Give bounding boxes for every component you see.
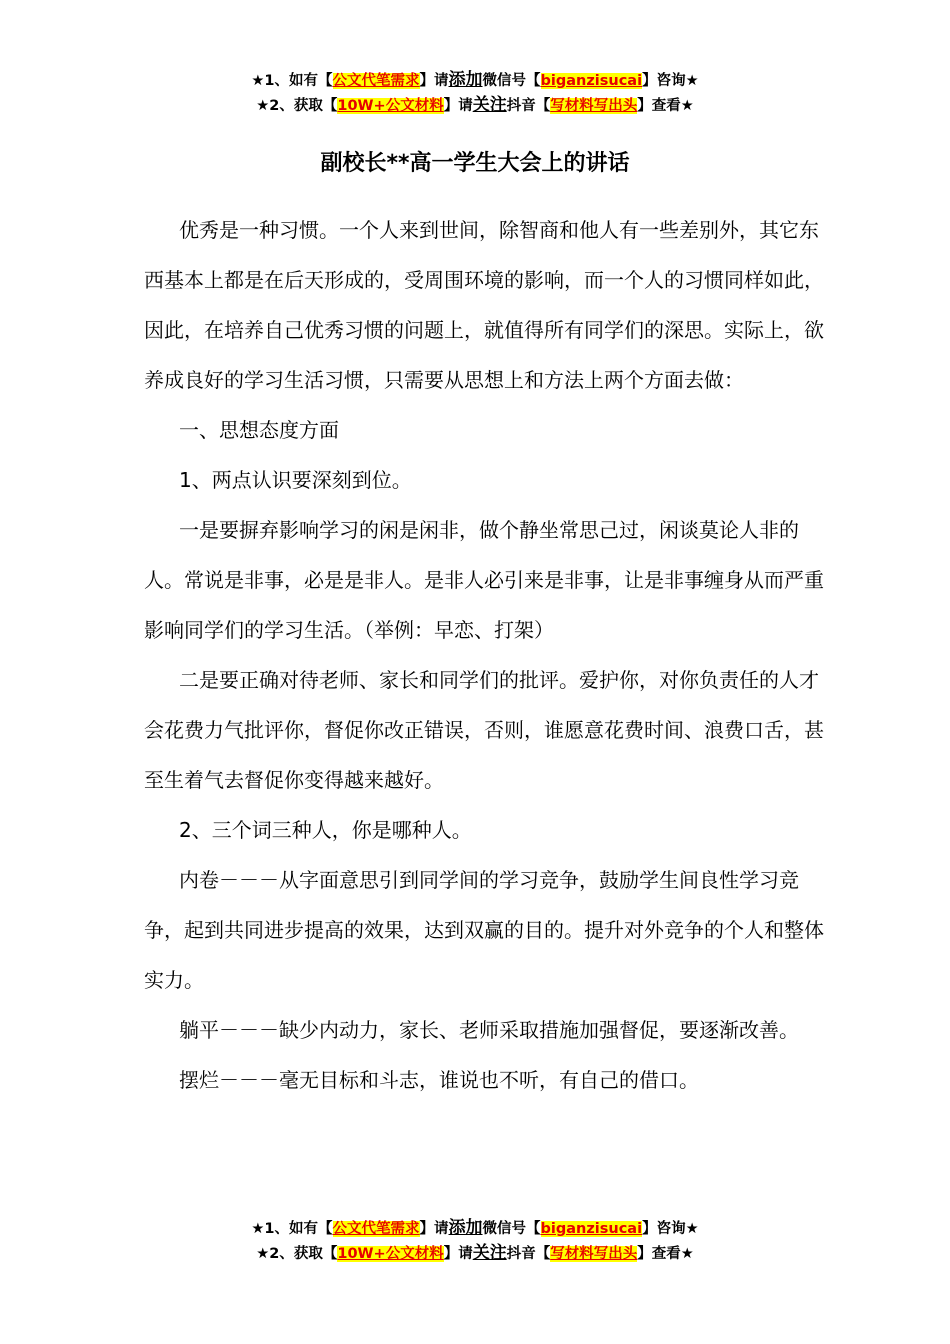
banner-highlight: 写材料写出头 [550, 98, 638, 114]
banner-highlight: 写材料写出头 [550, 1246, 638, 1262]
paragraph: 摆烂－－－毫无目标和斗志，谁说也不听，有自己的借口。 [179, 1068, 699, 1092]
banner-line-1 [0, 68, 950, 93]
banner-text: ★1、如有【 [251, 1221, 333, 1237]
paragraph: 躺平－－－缺少内动力，家长、老师采取措施加强督促，要逐渐改善。 [179, 1018, 799, 1042]
footer-banner [0, 1216, 950, 1266]
banner-text: ★2、获取【 [256, 1246, 338, 1262]
document-body [144, 205, 834, 1105]
sub-heading: 1、两点认识要深刻到位。 [179, 468, 412, 492]
paragraph: 优秀是一种习惯。一个人来到世间，除智商和他人有一些差别外，其它东西基本上都是在后天形成的，受周围环境的影响，而一个人的习惯同样如此，因此，在培养自己优秀习惯的问题上，就值得所有同学们的深思。实际上，欲养成良好的学习生活习惯，只需要从思想上和方法上两个方面去做： [144, 218, 824, 392]
banner-text: 】查看★ [637, 98, 694, 114]
banner-line-2 [0, 1241, 950, 1266]
banner-highlight: 10W+公文材料 [337, 1246, 444, 1262]
banner-highlight: 公文代笔需求 [332, 73, 420, 89]
banner-text: 抖音【 [506, 98, 551, 114]
banner-emphasis: 添加 [448, 70, 483, 90]
banner-highlight: biganzisucai [540, 73, 643, 89]
document-title: 副校长**高一学生大会上的讲话 [320, 151, 630, 176]
banner-text: 】请 [443, 1246, 473, 1262]
banner-text: 抖音【 [506, 1246, 551, 1262]
banner-line-2 [0, 93, 950, 118]
banner-text: 】查看★ [637, 1246, 694, 1262]
banner-highlight: 10W+公文材料 [337, 98, 444, 114]
banner-text: 微信号【 [482, 73, 541, 89]
banner-highlight: 公文代笔需求 [332, 1221, 420, 1237]
banner-text: 】请 [443, 98, 473, 114]
banner-emphasis: 关注 [472, 1243, 507, 1263]
banner-emphasis: 添加 [448, 1218, 483, 1238]
banner-text: 微信号【 [482, 1221, 541, 1237]
paragraph: 内卷－－－从字面意思引到同学间的学习竞争，鼓励学生间良性学习竞争，起到共同进步提高的效果，达到双赢的目的。提升对外竞争的个人和整体实力。 [144, 868, 824, 992]
paragraph: 二是要正确对待老师、家长和同学们的批评。爱护你，对你负责任的人才会花费力气批评你，督促你改正错误，否则，谁愿意花费时间、浪费口舌，甚至生着气去督促你变得越来越好。 [144, 668, 824, 792]
banner-emphasis: 关注 [472, 95, 507, 115]
section-heading: 一、思想态度方面 [179, 418, 339, 442]
banner-highlight: biganzisucai [540, 1221, 643, 1237]
banner-text: 】咨询★ [642, 1221, 699, 1237]
banner-text: 】咨询★ [642, 73, 699, 89]
paragraph: 一是要摒弃影响学习的闲是闲非，做个静坐常思己过，闲谈莫论人非的人。常说是非事，必是是非人。是非人必引来是非事，让是非事缠身从而严重影响同学们的学习生活。（举例：早恋、打架） [144, 518, 824, 642]
banner-line-1 [0, 1216, 950, 1241]
banner-text: ★1、如有【 [251, 73, 333, 89]
banner-text: 】请 [419, 1221, 449, 1237]
sub-heading: 2、三个词三种人，你是哪种人。 [179, 818, 472, 842]
banner-text: ★2、获取【 [256, 98, 338, 114]
header-banner [0, 68, 950, 118]
banner-text: 】请 [419, 73, 449, 89]
